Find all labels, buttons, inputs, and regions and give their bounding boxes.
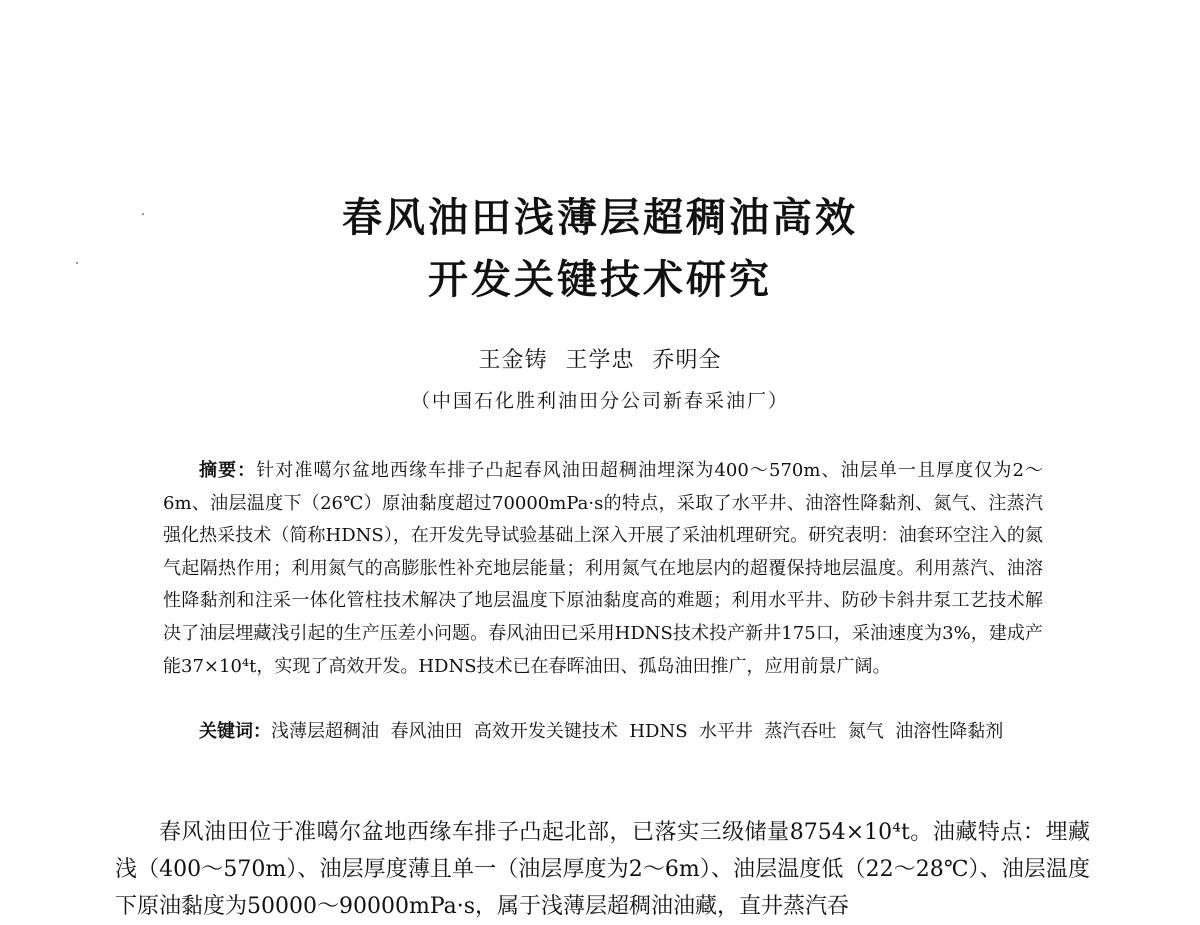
paper-title-line-1: 春风油田浅薄层超稠油高效 [342, 195, 858, 241]
abstract [163, 455, 1043, 683]
affiliation: （中国石化胜利油田分公司新春采油厂） [410, 390, 789, 412]
body-paragraph: 春风油田位于准噶尔盆地西缘车排子凸起北部，已落实三级储量8754×10⁴t。油藏特点：埋藏浅（400～570m）、油层厚度薄且单一（油层厚度为2～6m）、油层温度低（22～28℃）、油层温度下原油黏度为50000～90000mPa·s，属于浅薄层超稠油油藏，直井蒸汽吞 [115, 820, 1090, 919]
paper-title-line-2: 开发关键技术研究 [428, 257, 772, 303]
abstract-label: 摘要： [199, 460, 257, 481]
abstract-text: 针对准噶尔盆地西缘车排子凸起春风油田超稠油埋深为400～570m、油层单一且厚度仅为2～6m、油层温度下（26℃）原油黏度超过70000mPa·s的特点，采取了水平井、油溶性降黏剂、氮气、注蒸汽强化热采技术（简称HDNS），在开发先导试验基础上深入开展了采油机理研究。研究表明：油套环空注入的氮气起隔热作用；利用氮气的高膨胀性补充地层能量；利用氮气在地层内的超覆保持地层温度。利用蒸汽、油溶性降黏剂和注采一体化管柱技术解决了地层温度下原油黏度高的难题；利用水平井、防砂卡斜井泵工艺技术解决了油层埋藏浅引起的生产压差小问题。春风油田已采用HDNS技术投产新井175口，采油速度为3%，建成产能37×10⁴t，实现了高效开发。HDNS技术已在春晖油田、孤岛油田推广，应用前景广阔。 [163, 460, 1044, 677]
keywords-text: 浅薄层超稠油 春风油田 高效开发关键技术 HDNS 水平井 蒸汽吞吐 氮气 油溶性降黏剂 [271, 721, 1004, 742]
authors: 王金铸 王学忠 乔明全 [478, 348, 722, 373]
keywords [163, 715, 1043, 748]
body-text [115, 814, 1090, 925]
keywords-label: 关键词： [199, 721, 271, 742]
